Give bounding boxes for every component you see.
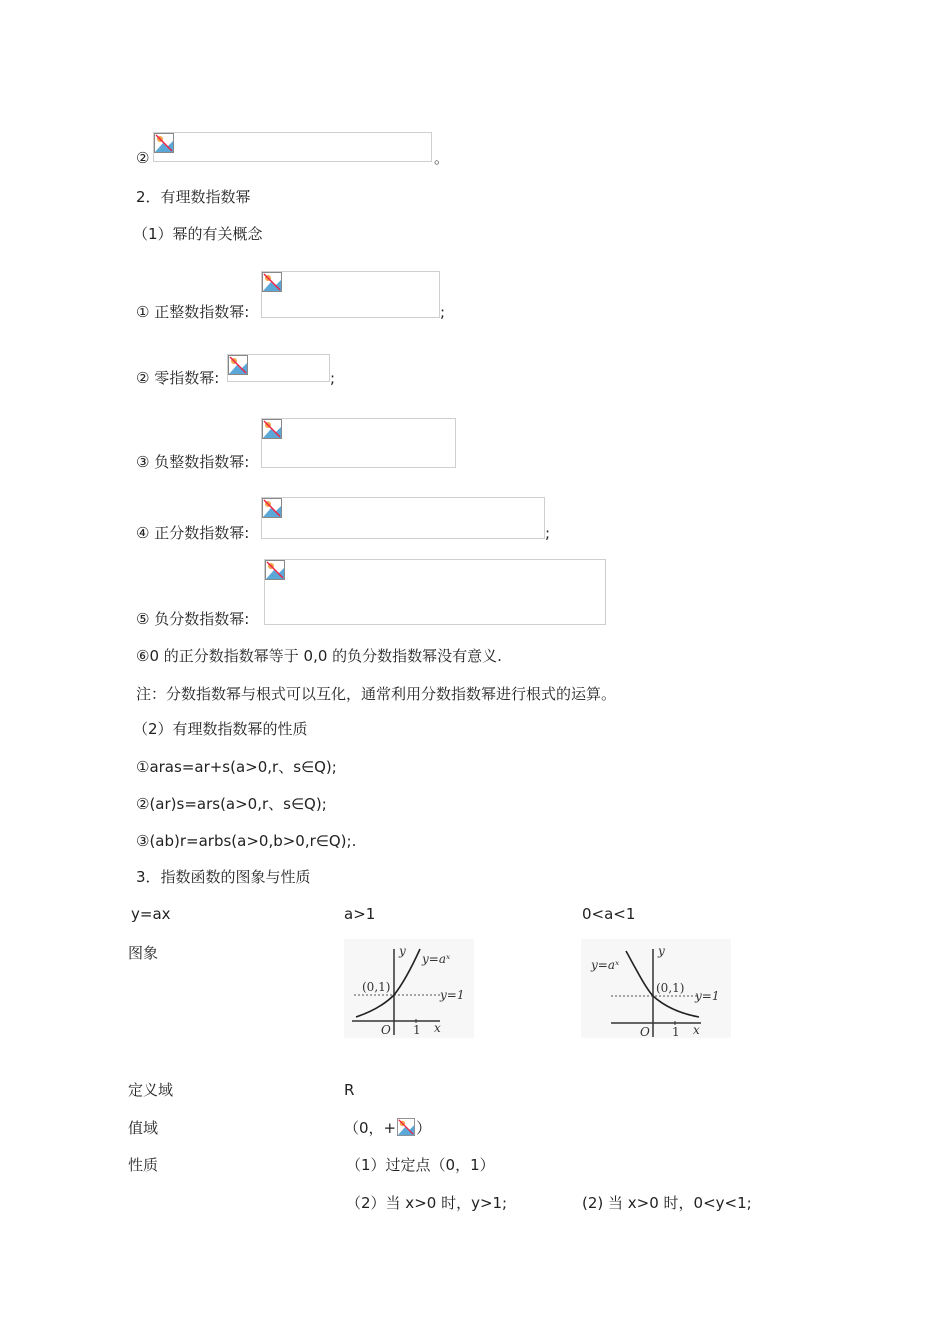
line-label: y=1	[695, 989, 720, 1003]
point-label: (0,1)	[656, 981, 685, 995]
property-line: ①aras=ar+s(a>0,r、s∈Q);	[136, 758, 337, 776]
curve-label: y=aˣ	[422, 952, 451, 966]
origin-label: O	[640, 1025, 650, 1038]
curve-label: y=aˣ	[591, 958, 620, 972]
concept-label: ③ 负整数指数幂:	[136, 453, 250, 471]
table-head-a-lt-1: 0<a<1	[582, 905, 636, 923]
section-3-title: 3．指数函数的图象与性质	[136, 868, 311, 886]
broken-image-icon	[396, 1118, 416, 1136]
property-fixed-point: （1）过定点（0，1）	[346, 1156, 495, 1174]
line-2-prefix: ②	[136, 149, 150, 167]
line-2-suffix: 。	[434, 149, 450, 167]
graph-increasing	[344, 939, 474, 1038]
formula-image	[261, 418, 456, 468]
concept-suffix: ;	[330, 369, 336, 387]
range-label: 值域	[128, 1119, 159, 1137]
property-line: ③(ab)r=arbs(a>0,b>0,r∈Q);.	[136, 832, 357, 850]
domain-value: R	[344, 1081, 355, 1099]
sub-2-title: （2）有理数指数幂的性质	[133, 720, 308, 738]
x-axis-label: x	[434, 1021, 441, 1035]
section-2-title: 2．有理数指数幂	[136, 188, 251, 206]
infinity-image	[396, 1118, 416, 1136]
concept-suffix: ;	[440, 303, 446, 321]
broken-image-icon	[262, 419, 282, 439]
concept-label: ② 零指数幂:	[136, 369, 220, 387]
note: 注：分数指数幂与根式可以互化，通常利用分数指数幂进行根式的运算。	[136, 685, 617, 703]
formula-image	[261, 271, 440, 318]
x-axis-label: x	[693, 1023, 700, 1037]
table-head-function: y=ax	[131, 905, 171, 923]
broken-image-icon	[265, 560, 285, 580]
concept-suffix: ;	[545, 524, 551, 542]
broken-image-icon	[154, 133, 174, 153]
graph-decreasing	[581, 939, 731, 1038]
line-label: y=1	[440, 988, 465, 1002]
broken-image-icon	[262, 498, 282, 518]
broken-image-icon	[262, 272, 282, 292]
point-label: (0,1)	[362, 980, 391, 994]
formula-image	[261, 497, 545, 539]
property-increasing: （2）当 x>0 时，y>1;	[346, 1194, 508, 1212]
range-value: （0，+ ）	[344, 1119, 432, 1137]
concept-label: ⑤ 负分数指数幂:	[136, 610, 250, 628]
graph-row-label: 图象	[128, 944, 159, 962]
formula-image	[264, 559, 606, 625]
property-label: 性质	[128, 1156, 159, 1174]
formula-image	[153, 132, 432, 162]
tick-label: 1	[672, 1025, 680, 1038]
tick-label: 1	[413, 1023, 421, 1037]
formula-image	[227, 354, 330, 382]
domain-label: 定义域	[128, 1081, 174, 1099]
y-axis-label: y	[399, 944, 406, 958]
concept-label: ④ 正分数指数幂:	[136, 524, 250, 542]
sub-1-title: （1）幂的有关概念	[133, 225, 263, 243]
origin-label: O	[381, 1023, 391, 1037]
concept-label: ① 正整数指数幂:	[136, 303, 250, 321]
property-decreasing: (2) 当 x>0 时，0<y<1;	[582, 1194, 752, 1212]
property-line: ②(ar)s=ars(a>0,r、s∈Q);	[136, 795, 327, 813]
table-head-a-gt-1: a>1	[344, 905, 376, 923]
y-axis-label: y	[658, 944, 665, 958]
broken-image-icon	[228, 355, 248, 375]
item-6: ⑥0 的正分数指数幂等于 0,0 的负分数指数幂没有意义.	[136, 647, 502, 665]
